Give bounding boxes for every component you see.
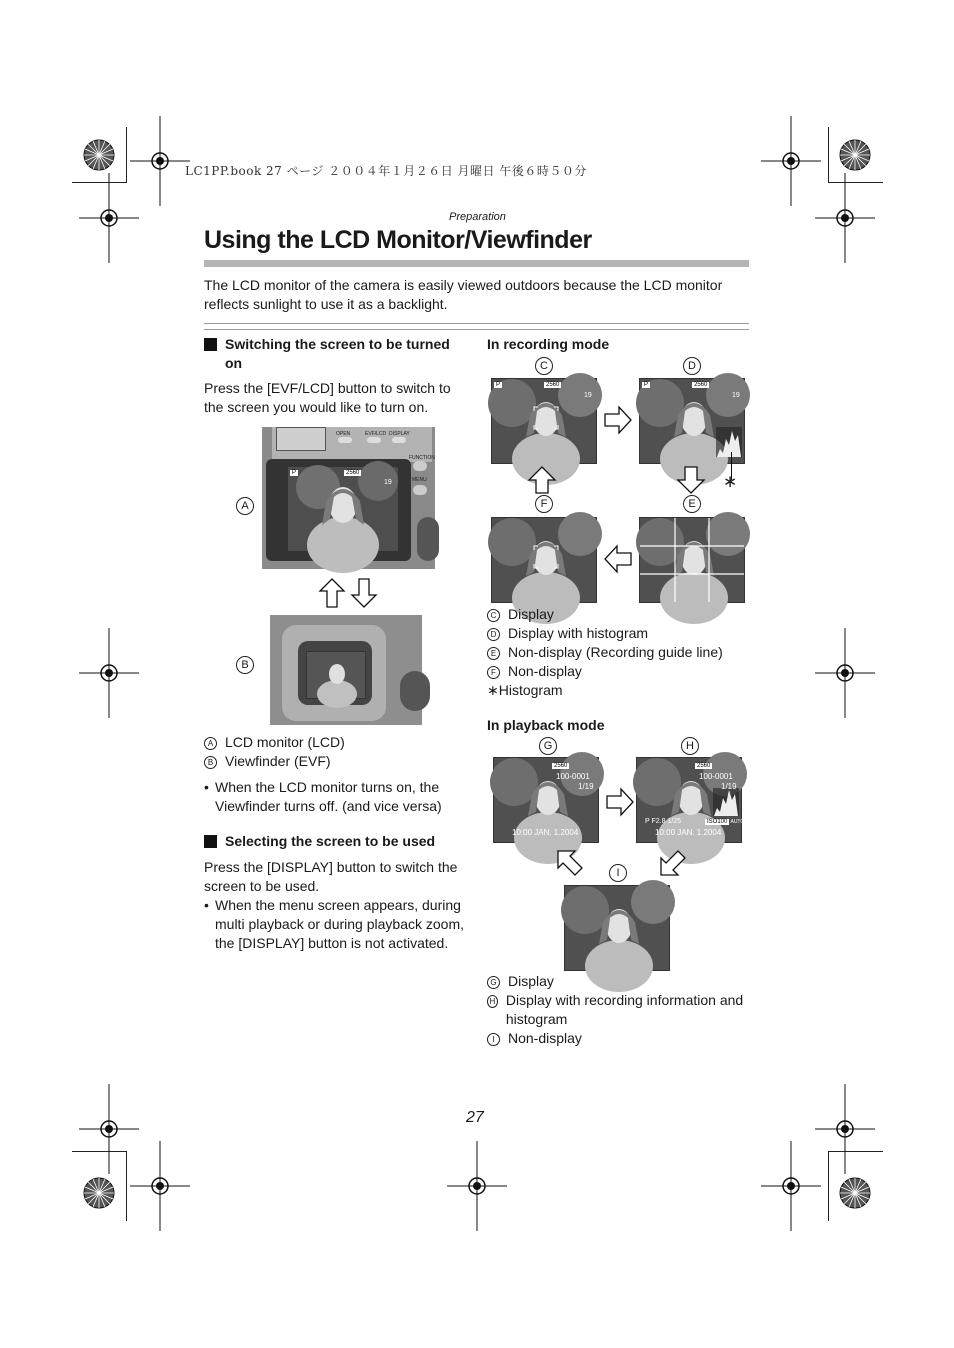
label-e: E	[683, 495, 701, 513]
arrow-right-icon	[605, 788, 635, 821]
bullet-item: • When the LCD monitor turns on, the Viewfinder turns off. (and vice versa)	[204, 779, 442, 814]
legend-item-g: G Display	[487, 972, 749, 991]
label-g: G	[539, 737, 557, 755]
shots-remaining: 19	[384, 479, 392, 486]
screen-e-guideline	[639, 517, 745, 603]
histogram-note: ∗Histogram	[487, 682, 563, 698]
label-f: F	[535, 495, 553, 513]
label-h: H	[681, 737, 699, 755]
page-title: Using the LCD Monitor/Viewfinder	[204, 226, 592, 254]
function-label: FUNCTION	[409, 455, 435, 461]
menu-label: MENU	[412, 477, 427, 483]
select-text: Press the [DISPLAY] button to switch the screen to be used.	[204, 859, 458, 894]
page-number: 27	[466, 1109, 484, 1126]
switch-text: Press the [EVF/LCD] button to switch to the screen you would like to turn on.	[204, 380, 451, 415]
rec-heading: In recording mode	[487, 336, 610, 352]
title-rule	[204, 260, 749, 267]
rec-info: P F2.8 1/25	[645, 818, 682, 825]
arrow-right-icon	[603, 406, 633, 439]
lcd-photo	[287, 466, 399, 552]
mode-indicator: P	[292, 470, 297, 476]
bullet-item: • When the menu screen appears, during multi playback or during playback zoom, the [DISPLAY] button is not activated.	[204, 897, 465, 951]
frame-number: 1/19	[578, 782, 594, 791]
play-heading: In playback mode	[487, 717, 605, 733]
evf-lcd-label: EVF/LCD	[365, 431, 387, 437]
play-legend	[487, 972, 749, 1048]
section-label: Preparation	[449, 211, 506, 223]
legend-item-i: I Non-display	[487, 1029, 749, 1048]
screen-f-nondisplay	[491, 517, 597, 603]
legend-item-b: B Viewfinder (EVF)	[204, 752, 469, 771]
label-a: A	[236, 497, 254, 515]
label-c: C	[535, 357, 553, 375]
legend-item-c: C Display	[487, 605, 749, 624]
legend-item-a: A LCD monitor (LCD)	[204, 733, 469, 752]
iso-badge: ISO100 AUTO	[707, 819, 745, 825]
screen-h-play-info: 2560 100-0001 1/19 P F2.8 1/25 ISO100 AUTO 10:00 JAN. 1.2004	[636, 757, 742, 843]
display-label: DISPLAY	[389, 431, 410, 437]
evf-photo	[306, 651, 366, 699]
select-section	[204, 832, 469, 953]
rec-legend	[487, 605, 749, 700]
label-d: D	[683, 357, 701, 375]
switch-arrows-icon	[318, 577, 380, 614]
switch-heading: Switching the screen to be turned on	[204, 335, 469, 373]
square-bullet-icon	[204, 835, 217, 848]
left-legend	[204, 733, 469, 816]
label-i: I	[609, 864, 627, 882]
date-stamp: 10:00 JAN. 1.2004	[512, 828, 579, 837]
select-heading: Selecting the screen to be used	[204, 832, 469, 851]
intro-paragraph: The LCD monitor of the camera is easily viewed outdoors because the LCD monitor reflects sunlight to use it as a backlight.	[204, 277, 723, 312]
square-bullet-icon	[204, 338, 217, 351]
legend-item-f: F Non-display	[487, 662, 749, 681]
resolution-indicator: 2560	[346, 470, 360, 476]
screen-d-histogram: P 2560 19	[639, 378, 745, 464]
section-rule	[204, 323, 749, 330]
screen-c-display: P 2560 19	[491, 378, 597, 464]
arrow-up-left-icon	[555, 848, 585, 883]
camera-evf-illustration	[270, 615, 422, 725]
screen-g-play-display: 2560 100-0001 1/19 10:00 JAN. 1.2004	[493, 757, 599, 843]
camera-lcd-illustration	[262, 427, 435, 569]
folder-number: 100-0001	[556, 772, 590, 781]
legend-item-h: H Display with recording information and histogram	[487, 991, 749, 1029]
legend-item-e: E Non-display (Recording guide line)	[487, 643, 749, 662]
switch-section	[204, 335, 469, 417]
histogram-mark: ∗	[723, 472, 738, 491]
arrow-down-left-icon	[658, 848, 688, 883]
print-header: LC1PP.book 27 ページ ２００４年１月２６日 月曜日 午後６時５０分	[185, 164, 587, 178]
label-b: B	[236, 656, 254, 674]
open-label: OPEN	[336, 431, 351, 437]
legend-item-d: D Display with histogram	[487, 624, 749, 643]
screen-i-play-nondisplay	[564, 885, 670, 971]
arrow-left-icon	[603, 545, 633, 578]
